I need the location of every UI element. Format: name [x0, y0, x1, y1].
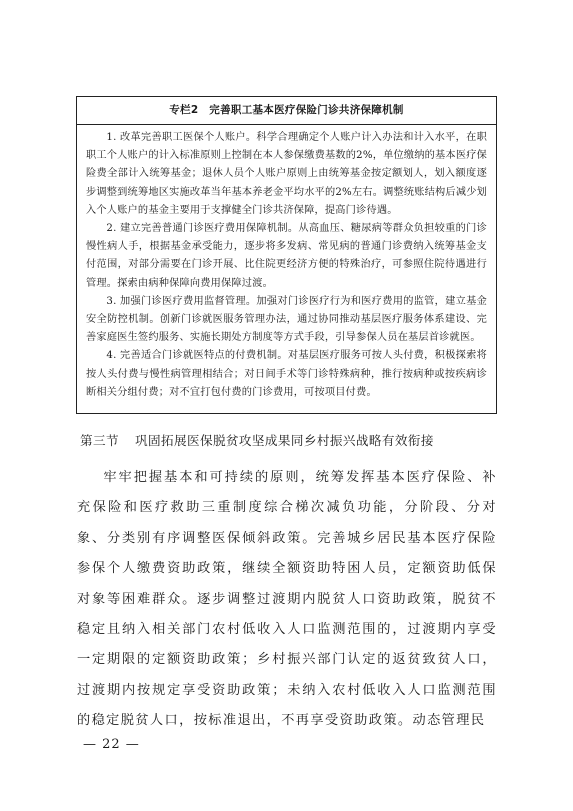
column-item-4: 4. 完善适合门诊就医特点的付费机制。对基层医疗服务可按人头付费，积极探索将按人头付费与慢性病管理相结合；对日间手术等门诊特殊病种，推行按病种或按疾病诊断相关分组付费；对不宜打包付费的门诊费用，可按项目付费。 [86, 350, 487, 398]
body-paragraph: 牢牢把握基本和可持续的原则，统筹发挥基本医疗保险、补充保险和医疗救助三重制度综合梯次减负功能，分阶段、分对象、分类别有序调整医保倾斜政策。完善城乡居民基本医疗保险参保个人缴费资助政策，继续全额资助特困人员，定额资助低保对象等困难群众。逐步调整过渡期内脱贫人口资助政策，脱贫不稳定且纳入相关部门农村低收入人口监测范围的，过渡期内享受一定期限的定额资助政策；乡村振兴部门认定的返贫致贫人口，过渡期内按规定享受资助政策；未纳入农村低收入人口监测范围的稳定脱贫人口，按标准退出，不再享受资助政策。动态管理民 [77, 470, 497, 729]
section-number: 第三节 [80, 433, 119, 448]
column-box [76, 96, 497, 414]
column-body [77, 125, 496, 402]
body-text [77, 463, 497, 737]
column-item-2: 2. 建立完善普通门诊医疗费用保障机制。从高血压、糖尿病等群众负担较重的门诊慢性病人手，根据基金承受能力，逐步将多发病、常见病的普通门诊费纳入统筹基金支付范围，对部分需要在门诊开展、比住院更经济方便的特殊治疗，可参照住院待遇进行管理。探索由病种保障向费用保障过渡。 [86, 223, 487, 289]
column-item-3: 3. 加强门诊医疗费用监督管理。加强对门诊医疗行为和医疗费用的监管，建立基金安全防控机制。创新门诊就医服务管理办法，通过协同推动基层医疗服务体系建设、完善家庭医生签约服务、实施长期处方制度等方式手段，引导参保人员在基层首诊就医。 [86, 295, 487, 344]
column-title: 专栏2 完善职工基本医疗保险门诊共济保障机制 [77, 97, 496, 125]
page-number: — 22 — [83, 737, 140, 752]
section-heading [80, 430, 434, 449]
column-item-1: 1. 改革完善职工医保个人账户。科学合理确定个人账户计入办法和计入水平，在职职工个人账户的计入标准原则上控制在本人参保缴费基数的2%，单位缴纳的基本医疗保险费全部计入统筹基金；退休人员个人账户原则上由统筹基金按定额划人，划入额度逐步调整到统筹地区实施改革当年基本养老金平均水平的2%左右。调整统账结构后减少划入个人账户的基金主要用于支撑健全门诊共济保障，提高门诊待遇。 [86, 132, 487, 216]
section-title: 巩固拓展医保脱贫攻坚成果同乡村振兴战略有效衔接 [134, 433, 434, 448]
